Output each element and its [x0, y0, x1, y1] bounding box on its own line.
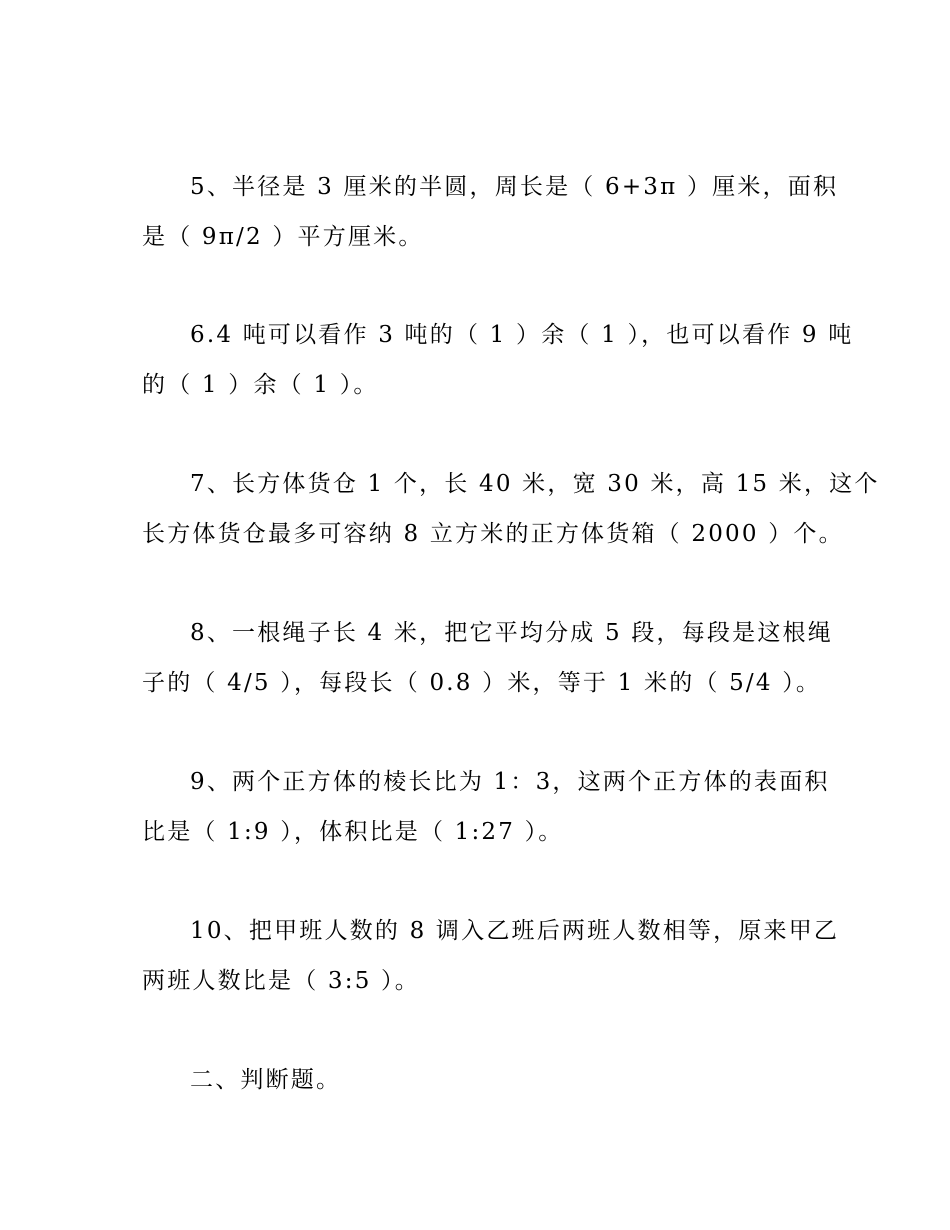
- question-10: [142, 916, 840, 1016]
- question-9: [142, 767, 830, 867]
- question-line: 长方体货仓最多可容纳 8 立方米的正方体货箱（ 2000 ）个。: [142, 521, 844, 547]
- question-line: 9、两个正方体的棱长比为 1：3，这两个正方体的表面积: [190, 769, 830, 795]
- question-line: 两班人数比是（ 3:5 ）。: [142, 968, 420, 994]
- section-heading-judgment: [142, 1065, 812, 1115]
- question-8: [142, 618, 833, 718]
- question-6: [142, 320, 854, 420]
- question-5: [142, 172, 839, 272]
- question-line: 比是（ 1:9 ），体积比是（ 1:27 ）。: [142, 819, 564, 845]
- question-line: 是（ 9π/2 ）平方厘米。: [142, 224, 424, 250]
- question-line: 子的（ 4/5 ），每段长（ 0.8 ）米，等于 1 米的（ 5/4 ）。: [142, 670, 822, 696]
- question-line: 7、长方体货仓 1 个，长 40 米，宽 30 米，高 15 米，这个: [190, 471, 880, 497]
- question-line: 5、半径是 3 厘米的半圆，周长是（ 6+3π ）厘米，面积: [190, 174, 839, 200]
- question-line: 8、一根绳子长 4 米，把它平均分成 5 段，每段是这根绳: [190, 620, 833, 646]
- question-line: 10、把甲班人数的 8 调入乙班后两班人数相等，原来甲乙: [190, 918, 840, 944]
- question-line: 的（ 1 ）余（ 1 ）。: [142, 372, 379, 398]
- section-heading: 二、判断题。: [190, 1067, 342, 1093]
- question-7: [142, 469, 880, 569]
- question-line: 6.4 吨可以看作 3 吨的（ 1 ）余（ 1 ），也可以看作 9 吨: [190, 322, 854, 348]
